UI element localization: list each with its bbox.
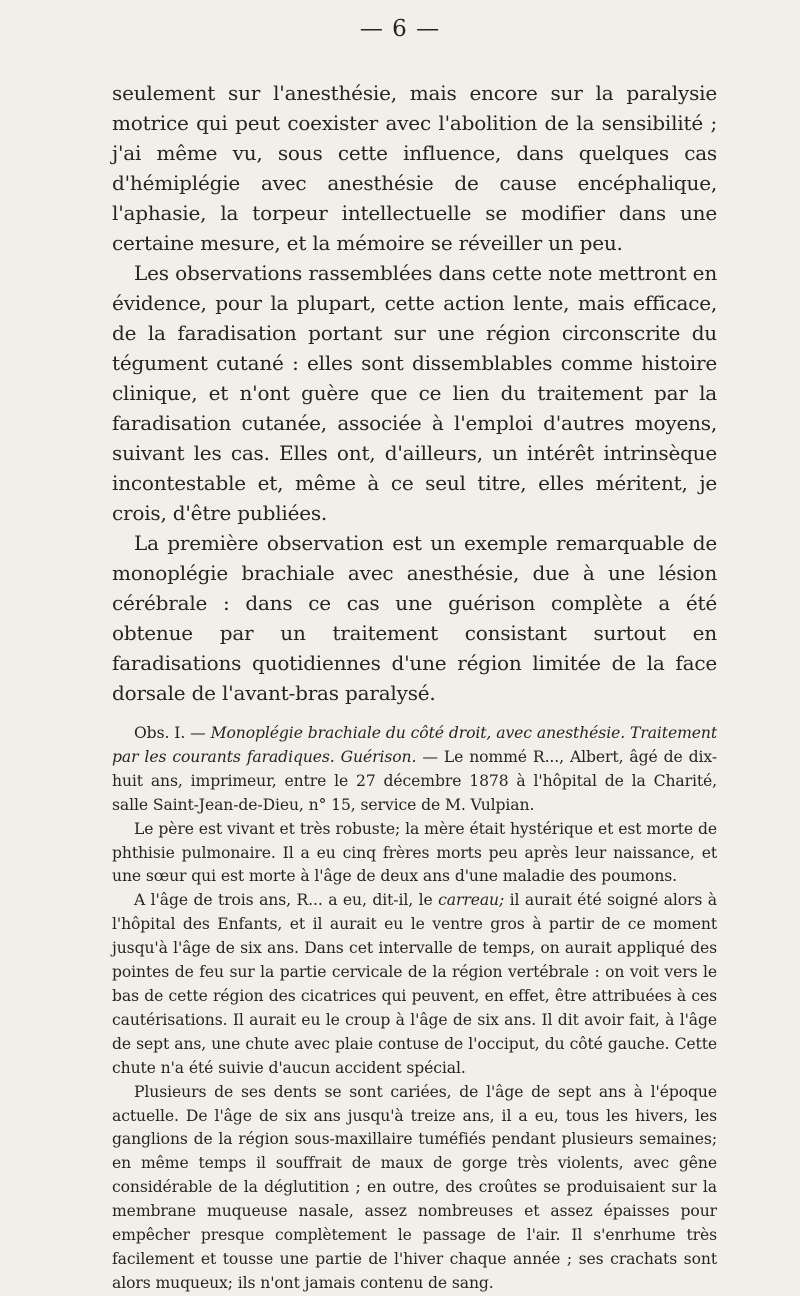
observation-childhood-b: il aurait été soigné alors à l'hôpital des Enfants, et il aurait eu le ventre gros à partir de ce moment jusqu'à l'âge de six ans. Dans cet intervalle de temps, on aurait appliqué des pointes de feu sur la partie cervicale de la région vertébrale : on voit vers le bas de cette région des cicatrices qui peuvent, en effet, être attribuées à ces cautérisations. Il aurait eu le croup à l'âge de six ans. Il dit avoir fait, à l'âge de sept ans, une chute avec plaie contuse de l'occiput, du côté gauche. Cette chute n'a été suivie d'aucun accident spécial. (112, 891, 717, 1077)
paragraph-first-observation: La première observation est un exemple remarquable de monoplégie brachiale avec anesthésie, due à une lésion cérébrale : dans ce cas une guérison complète a été obtenue par un traitement consistant surtout en faradisations quotidiennes d'une région limitée de la face dorsale de l'avant-bras paralysé. (112, 531, 717, 705)
observation-childhood-history (112, 889, 717, 1080)
observation-label: Obs. I. — (134, 724, 206, 742)
observation-term-carreau: carreau; (438, 891, 505, 910)
observation-block (112, 722, 717, 1296)
observation-dental-history: Plusieurs de ses dents se sont cariées, de l'âge de sept ans à l'époque actuelle. De l'âge de six ans jusqu'à treize ans, il a eu, tous les hivers, les ganglions de la région sous-maxillaire tuméfiés pendant plusieurs semaines; en même temps il souffrait de maux de gorge très violents, avec gêne considérable de la déglutition ; en outre, des croûtes se produisaient sur la membrane muqueuse nasale, assez nombreuses et assez épaisses pour empêcher presque complètement le passage de l'air. Il s'enrhume très facilement et tousse une partie de l'hiver chaque année ; ses crachats sont alors muqueux; ils n'ont jamais contenu de sang. (112, 1082, 717, 1292)
paragraph-continuation: seulement sur l'anesthésie, mais encore sur la paralysie motrice qui peut coexister avec l'abolition de la sensibilité ; j'ai même vu, sous cette influence, dans quelques cas d'hémiplégie avec anesthésie de cause encéphalique, l'aphasie, la torpeur intellectuelle se modifier dans une certaine mesure, et la mémoire se réveiller un peu. (112, 81, 717, 255)
main-text (112, 78, 717, 708)
observation-childhood-a: A l'âge de trois ans, R... a eu, dit-il, le (134, 891, 433, 910)
page-number: — 6 — (359, 16, 441, 42)
observation-family-history: Le père est vivant et très robuste; la mère était hystérique et est morte de phthisie pulmonaire. Il a eu cinq frères morts peu après leur naissance, et une sœur qui est morte à l'âge de deux ans d'une maladie des poumons. (112, 819, 717, 886)
observation-header (112, 722, 717, 818)
body-text (112, 78, 717, 1296)
paragraph-observations-intro: Les observations rassemblées dans cette note mettront en évidence, pour la plupart, cette action lente, mais efficace, de la faradisation portant sur une région circonscrite du tégument cutané : elles sont dissemblables comme histoire clinique, et n'ont guère que ce lien du traitement par la faradisation cutanée, associée à l'emploi d'autres moyens, suivant les cas. Elles ont, d'ailleurs, un intérêt intrinsèque incontestable et, même à ce seul titre, elles méritent, je crois, d'être publiées. (112, 261, 717, 525)
observation-title: Monoplégie brachiale du côté droit, avec anesthésie. Traitement par les courants faradiques. Guérison. (112, 724, 717, 766)
observation-intro: — Le nommé R..., Albert, âgé de dix-huit ans, imprimeur, entre le 27 décembre 1878 à l'hôpital de la Charité, salle Saint-Jean-de-Dieu, n° 15, service de M. Vulpian. (112, 747, 717, 814)
